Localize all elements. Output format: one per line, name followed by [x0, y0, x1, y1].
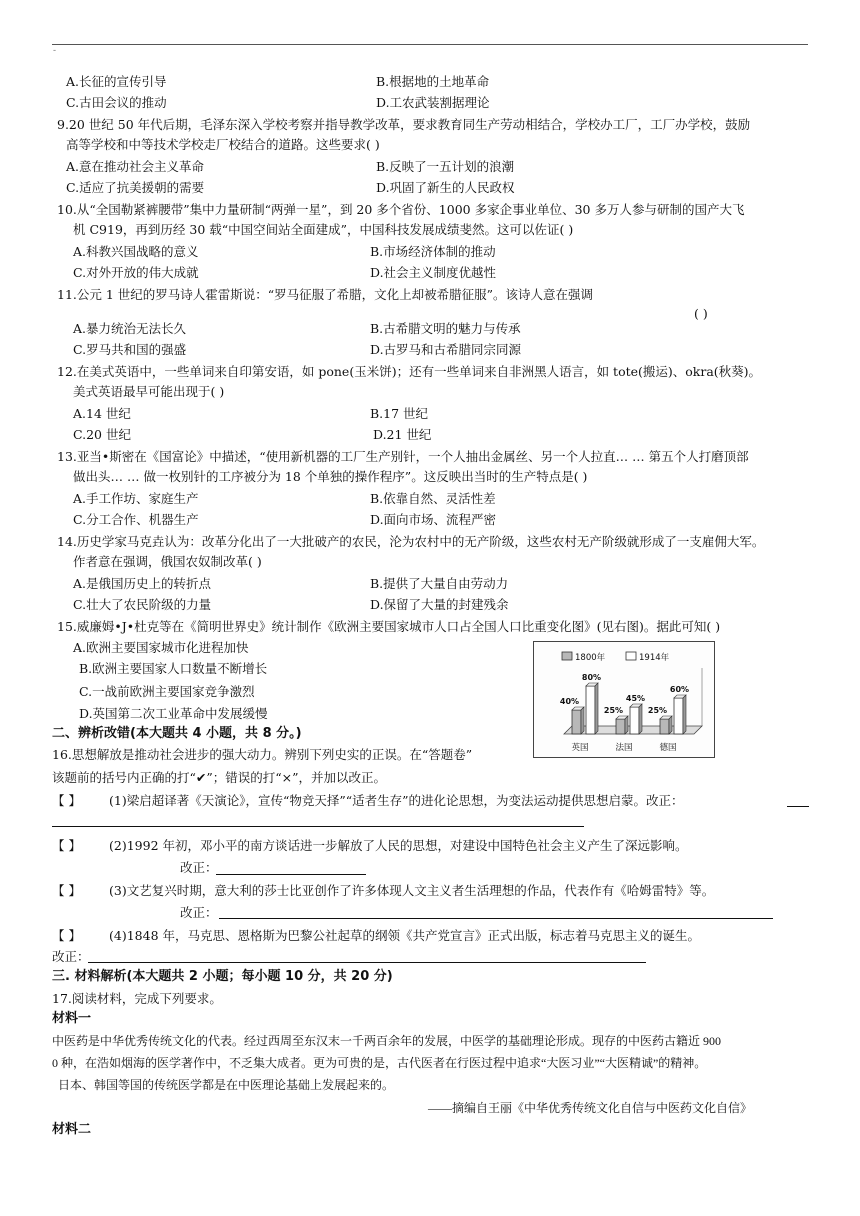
category-label-德国: 德国: [659, 743, 677, 753]
q9-option-a: A.意在推动社会主义革命: [66, 159, 205, 174]
q10-option-b: B.市场经济体制的推动: [370, 244, 496, 259]
q9-option-c: C.适应了抗美援朝的需要: [66, 180, 205, 195]
q11-option-b: B.古希腊文明的魅力与传承: [370, 321, 521, 336]
q12-option-d: D.21 世纪: [373, 427, 432, 442]
top-marker: -: [53, 46, 57, 56]
legend-label-1: 1914年: [639, 653, 670, 663]
material1-line3: 日本、韩国等国的传统医学都是在中医理论基础上发展起来的。: [58, 1078, 395, 1092]
q8-option-d: D.工农武装割据理论: [376, 95, 490, 110]
q13-stem-line2: 做出头… … 做一枚别针的工序被分为 18 个单独的操作程序”。这反映出当时的生产特点是( ): [73, 469, 588, 484]
q16-4-text: (4)1848 年，马克思、恩格斯为巴黎公社起草的纲领《共产党宣言》正式出版，标志着马克思主义的诞生。: [109, 928, 700, 943]
section2-title: 二、辨析改错(本大题共 4 小题，共 8 分。): [52, 726, 302, 741]
q13-option-a: A.手工作坊、家庭生产: [73, 491, 199, 506]
q16-4-bracket[interactable]: 【 】: [52, 928, 81, 943]
bar-side-德国-1800年: [669, 716, 672, 734]
bar-side-法国-1800年: [625, 716, 628, 734]
q15-option-b: B.欧洲主要国家人口数量不断增长: [79, 661, 268, 676]
q13-option-b: B.依靠自然、灵活性差: [370, 491, 496, 506]
q13-stem-line1: 13.亚当•斯密在《国富论》中描述，“使用新机器的工厂生产别针，一个人抽出金属丝、另一个人拉直… … 第五个人打磨顶部: [57, 449, 749, 464]
q14-stem-line1: 14.历史学家马克垚认为：改革分化出了一大批破产的农民，沦为农村中的无产阶级，这些农村无产阶级就形成了一支雇佣大军。: [57, 534, 765, 549]
q16-1-text: (1)梁启超译著《天演论》，宣传“物竞天择”“适者生存”的进化论思想，为变法运动提供思想启蒙。改正：: [109, 793, 684, 808]
q8-option-a: A.长征的宣传引导: [66, 74, 167, 89]
q13-option-d: D.面向市场、流程严密: [370, 512, 497, 527]
section3-title: 三. 材料解析(本大题共 2 小题；每小题 10 分，共 20 分): [52, 969, 393, 984]
material2-title: 材料二: [52, 1122, 92, 1137]
q16-2-fix-label: 改正：: [180, 860, 218, 875]
q11-option-a: A.暴力统治无法长久: [73, 321, 187, 336]
q9-stem-line2: 高等学校和中等技术学校走厂校结合的道路。这些要求( ): [66, 137, 380, 152]
q15-option-a: A.欧洲主要国家城市化进程加快: [73, 640, 249, 655]
q16-3-answer-line[interactable]: [219, 918, 773, 919]
q14-option-b: B.提供了大量自由劳动力: [370, 576, 509, 591]
q11-option-d: D.古罗马和古希腊同宗同源: [370, 342, 522, 357]
q16-3-bracket[interactable]: 【 】: [52, 883, 81, 898]
q16-4-fix-label: 改正：: [52, 949, 90, 964]
q14-option-c: C.壮大了农民阶级的力量: [73, 597, 212, 612]
material1-line1: 中医药是中华优秀传统文化的代表。经过西周至东汉末一千两百余年的发展，中医学的基础理论形成。现存的中医药古籍近 900: [52, 1034, 722, 1048]
data-label-英国-1800年: 40%: [559, 697, 580, 706]
data-label-法国-1914年: 45%: [625, 694, 646, 703]
q12-option-c: C.20 世纪: [73, 427, 131, 442]
q15-option-c: C.一战前欧洲主要国家竞争激烈: [79, 684, 255, 699]
q16-3-fix-label: 改正：: [180, 905, 218, 920]
q16-intro-line1: 16.思想解放是推动社会进步的强大动力。辨别下列史实的正误。在“答题卷”: [52, 747, 473, 762]
q15-option-d: D.英国第二次工业革命中发展缓慢: [79, 706, 268, 721]
bar-side-英国-1914年: [595, 683, 598, 734]
q11-option-c: C.罗马共和国的强盛: [73, 342, 187, 357]
q15-stem: 15.威廉姆•J•杜克等在《简明世界史》统计制作《欧洲主要国家城市人口占全国人口比重变化图》(见右图)。据此可知( ): [57, 619, 721, 634]
q10-stem-line2: 机 C919，再到历经 30 载“中国空间站全面建成”，中国科技发展成绩斐然。这可以佐证( ): [73, 222, 574, 237]
q13-option-c: C.分工合作、机器生产: [73, 512, 199, 527]
q12-stem-line1: 12.在美式英语中，一些单词来自印第安语，如 pone(玉米饼)；还有一些单词来自非洲黑人语言，如 tote(搬运)、okra(秋葵)。: [57, 364, 762, 379]
q10-stem-line1: 10.从“全国勒紧裤腰带”集中力量研制“两弹一星”，到 20 多个省份、1000 多家企事业单位、30 多万人参与研制的国产大飞: [57, 202, 745, 217]
q14-stem-line2: 作者意在强调，俄国农奴制改革( ): [73, 554, 262, 569]
material1-line2: 0 种，在浩如烟海的医学著作中，不乏集大成者。更为可贵的是，古代医者在行医过程中追求“大医习业”“大医精诚”的精神。: [52, 1056, 707, 1070]
q16-2-bracket[interactable]: 【 】: [52, 838, 81, 853]
q10-option-d: D.社会主义制度优越性: [370, 265, 497, 280]
q16-2-text: (2)1992 年初，邓小平的南方谈话进一步解放了人民的思想，对建设中国特色社会主义产生了深远影响。: [109, 838, 688, 853]
header-rule: [52, 44, 808, 45]
q9-option-d: D.巩固了新生的人民政权: [376, 180, 515, 195]
data-label-德国-1914年: 60%: [669, 685, 690, 694]
data-label-法国-1800年: 25%: [603, 706, 624, 715]
material1-title: 材料一: [52, 1011, 92, 1026]
q16-3-text: (3)文艺复兴时期，意大利的莎士比亚创作了许多体现人文主义者生活理想的作品，代表作有《哈姆雷特》等。: [109, 883, 715, 898]
q8-option-b: B.根据地的土地革命: [376, 74, 490, 89]
bar-side-英国-1800年: [581, 707, 584, 734]
q12-stem-line2: 美式英语最早可能出现于( ): [73, 384, 225, 399]
bar-德国-1914年: [674, 698, 683, 734]
material1-source: ——摘编自王丽《中华优秀传统文化自信与中医药文化自信》: [428, 1101, 753, 1115]
q12-option-b: B.17 世纪: [370, 406, 429, 421]
bar-side-法国-1914年: [639, 704, 642, 734]
q17-stem: 17.阅读材料，完成下列要求。: [52, 991, 222, 1006]
q14-option-d: D.保留了大量的封建残余: [370, 597, 509, 612]
bar-德国-1800年: [660, 719, 669, 734]
q16-1-answer-line[interactable]: [52, 826, 584, 827]
q14-option-a: A.是俄国历史上的转折点: [73, 576, 212, 591]
q9-option-b: B.反映了一五计划的浪潮: [376, 159, 515, 174]
bar-英国-1914年: [586, 686, 595, 734]
urban-population-chart: [533, 641, 715, 758]
q16-intro-line2: 该题前的括号内正确的打“✔”；错误的打“×”，并加以改正。: [52, 770, 387, 785]
chart-canvas: [534, 642, 714, 757]
data-label-德国-1800年: 25%: [647, 706, 668, 715]
q16-1-answer-line-end[interactable]: [787, 806, 809, 807]
q16-1-bracket[interactable]: 【 】: [52, 793, 81, 808]
legend-label-0: 1800年: [575, 653, 606, 663]
q11-answer-paren: ( ): [694, 306, 708, 321]
q11-stem: 11.公元 1 世纪的罗马诗人霍雷斯说：“罗马征服了希腊，文化上却被希腊征服”。该诗人意在强调: [57, 287, 594, 302]
bar-法国-1800年: [616, 719, 625, 734]
q10-option-a: A.科教兴国战略的意义: [73, 244, 199, 259]
data-label-英国-1914年: 80%: [581, 673, 602, 682]
q16-2-answer-line[interactable]: [216, 874, 366, 875]
q12-option-a: A.14 世纪: [73, 406, 131, 421]
bar-side-德国-1914年: [683, 695, 686, 734]
category-label-英国: 英国: [571, 743, 589, 753]
q16-4-answer-line[interactable]: [88, 962, 646, 963]
q9-stem-line1: 9.20 世纪 50 年代后期，毛泽东深入学校考察并指导教学改革，要求教育同生产劳动相结合，学校办工厂，工厂办学校，鼓励: [57, 117, 751, 132]
legend-swatch-1: [626, 652, 636, 660]
q8-option-c: C.古田会议的推动: [66, 95, 167, 110]
bar-法国-1914年: [630, 707, 639, 734]
bar-英国-1800年: [572, 710, 581, 734]
category-label-法国: 法国: [615, 743, 633, 753]
legend-swatch-0: [562, 652, 572, 660]
q10-option-c: C.对外开放的伟大成就: [73, 265, 199, 280]
